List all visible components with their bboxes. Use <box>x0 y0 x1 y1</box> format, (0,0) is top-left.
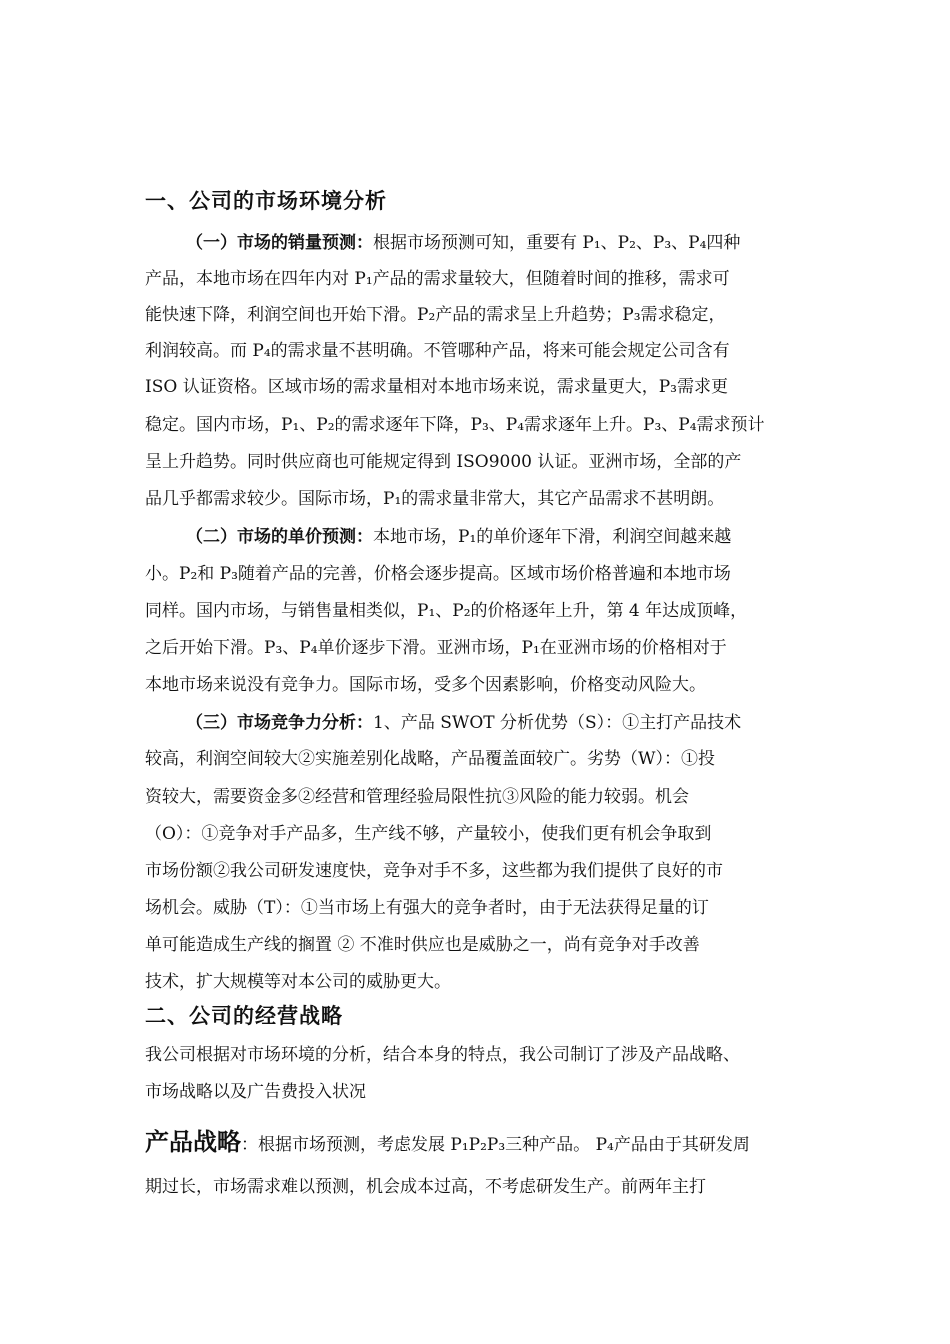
line-text: 根据市场预测可知，重要有 P₁、P₂、P₃、P₄四种 <box>373 233 741 253</box>
paragraph-line: 市场战略以及广告费投入状况 <box>145 1082 366 1102</box>
paragraph-line <box>186 228 740 253</box>
paragraph-line: 技术，扩大规模等对本公司的威胁更大。 <box>145 972 451 992</box>
paragraph-line: 呈上升趋势。同时供应商也可能规定得到 ISO9000 认证。亚洲市场，全部的产 <box>145 452 742 472</box>
paragraph-line: 小。P₂和 P₃随着产品的完善，价格会逐步提高。区域市场价格普遍和本地市场 <box>145 564 731 584</box>
paragraph-line <box>145 1122 750 1157</box>
paragraph-line: 稳定。国内市场，P₁、P₂的需求逐年下降，P₃、P₄需求逐年上升。P₃、P₄需求预计 <box>145 415 765 435</box>
paragraph-line <box>186 708 741 733</box>
paragraph-line: 单可能造成生产线的搁置 ② 不准时供应也是威胁之一，尚有竞争对手改善 <box>145 935 700 955</box>
paragraph-line: ISO 认证资格。区域市场的需求量相对本地市场来说，需求量更大，P₃需求更 <box>145 377 728 397</box>
section-heading-1: 一、公司的市场环境分析 <box>145 189 387 213</box>
line-text: 1、产品 SWOT 分析优势（S）：①主打产品技术 <box>373 713 742 733</box>
paragraph-line: 市场份额②我公司研发速度快，竞争对手不多，这些都为我们提供了良好的市 <box>145 861 723 881</box>
section-heading-2: 二、公司的经营战略 <box>145 1004 343 1028</box>
line-text: 本地市场，P₁的单价逐年下滑，利润空间越来越 <box>373 527 732 547</box>
subsection-label: （二）市场的单价预测： <box>186 527 373 547</box>
paragraph-line: 期过长，市场需求难以预测，机会成本过高，不考虑研发生产。前两年主打 <box>145 1177 706 1197</box>
paragraph-line: 能快速下降，利润空间也开始下滑。P₂产品的需求呈上升趋势；P₃需求稳定， <box>145 305 726 325</box>
paragraph-line <box>186 522 731 547</box>
line-text: ：根据市场预测，考虑发展 P₁P₂P₃三种产品。 P₄产品由于其研发周 <box>241 1135 750 1155</box>
paragraph-line: （O）：①竞争对手产品多，生产线不够，产量较小，使我们更有机会争取到 <box>145 824 712 844</box>
paragraph-line: 利润较高。而 P₄的需求量不甚明确。不管哪种产品，将来可能会规定公司含有 <box>145 341 730 361</box>
paragraph-line: 场机会。威胁（T）：①当市场上有强大的竞争者时，由于无法获得足量的订 <box>145 898 709 918</box>
paragraph-line: 我公司根据对市场环境的分析，结合本身的特点，我公司制订了涉及产品战略、 <box>145 1045 740 1065</box>
paragraph-line: 品几乎都需求较少。国际市场，P₁的需求量非常大，其它产品需求不甚明朗。 <box>145 489 725 509</box>
paragraph-line: 产品，本地市场在四年内对 P₁产品的需求量较大，但随着时间的推移，需求可 <box>145 269 730 289</box>
subsection-label: （一）市场的销量预测： <box>186 233 373 253</box>
subsection-label: （三）市场竞争力分析： <box>186 713 373 733</box>
paragraph-line: 同样。国内市场，与销售量相类似，P₁、P₂的价格逐年上升，第 4 年达成顶峰， <box>145 601 748 621</box>
paragraph-line: 本地市场来说没有竞争力。国际市场，受多个因素影响，价格变动风险大。 <box>145 675 706 695</box>
paragraph-line: 较高，利润空间较大②实施差别化战略，产品覆盖面较广。劣势（W）：①投 <box>145 749 715 769</box>
paragraph-line: 资较大，需要资金多②经营和管理经验局限性抗③风险的能力较弱。机会 <box>145 787 689 807</box>
paragraph-line: 之后开始下滑。P₃、P₄单价逐步下滑。亚洲市场，P₁在亚洲市场的价格相对于 <box>145 638 727 658</box>
strategy-label: 产品战略 <box>145 1128 241 1156</box>
